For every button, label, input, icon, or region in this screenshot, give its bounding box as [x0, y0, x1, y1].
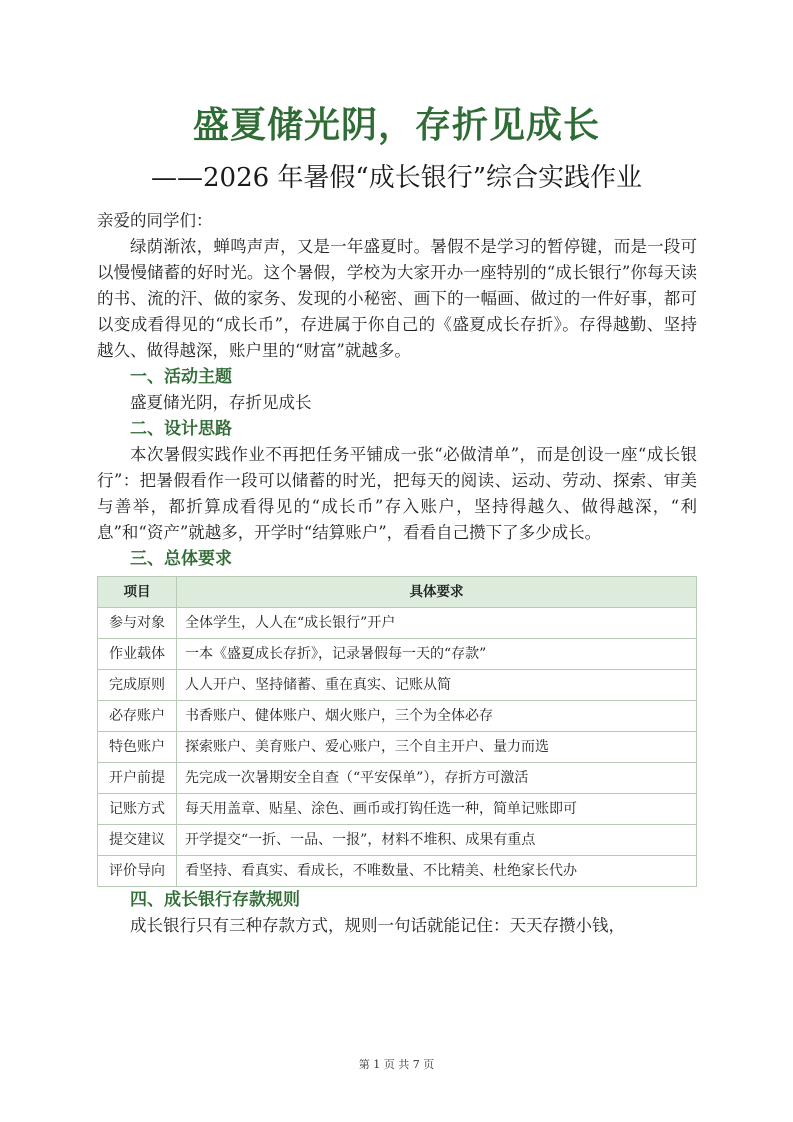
page-number-footer: 第 1 页 共 7 页	[358, 1058, 435, 1071]
table-cell-value: 看坚持、看真实、看成长，不唯数量、不比精美、杜绝家长代办	[177, 856, 697, 887]
table-header-item: 项目	[98, 577, 177, 608]
table-row	[98, 825, 697, 856]
document-subtitle: ——2026 年暑假“成长银行”综合实践作业	[150, 163, 643, 193]
table-cell-value: 每天用盖章、贴星、涂色、画币或打钩任选一种，简单记账即可	[177, 794, 697, 825]
table-row	[98, 856, 697, 887]
table-cell-key: 记账方式	[98, 794, 177, 825]
table-row	[98, 639, 697, 670]
table-cell-key: 评价导向	[98, 856, 177, 887]
table-cell-value: 探索账户、美育账户、爱心账户，三个自主开户、量力而选	[177, 732, 697, 763]
table-cell-key: 参与对象	[98, 608, 177, 639]
intro-paragraph: 绿荫渐浓，蝉鸣声声，又是一年盛夏时。暑假不是学习的暂停键，而是一段可以慢慢储蓄的好时光。这个暑假，学校为大家开办一座特别的“成长银行”你每天读的书、流的汗、做的家务、发现的小秘密、画下的一幅画、做过的一件好事，都可以变成看得见的“成长币”，存进属于你自己的《盛夏成长存折》。存得越勤、坚持越久、做得越深，账户里的“财富”就越多。	[97, 237, 697, 360]
requirements-table	[97, 576, 697, 887]
table-cell-key: 特色账户	[98, 732, 177, 763]
section-heading-theme: 一、活动主题	[130, 367, 232, 387]
section-heading-deposit-rules: 四、成长银行存款规则	[130, 890, 300, 910]
section-heading-requirements: 三、总体要求	[130, 549, 232, 569]
section-text-theme: 盛夏储光阴，存折见成长	[130, 393, 312, 412]
table-row	[98, 608, 697, 639]
greeting: 亲爱的同学们：	[97, 211, 213, 230]
table-header-row	[98, 577, 697, 608]
section-text-deposit-rules: 成长银行只有三种存款方式，规则一句话就能记住：天天存攒小钱，	[130, 916, 625, 935]
table-row	[98, 763, 697, 794]
table-cell-value: 开学提交“一折、一品、一报”，材料不堆积、成果有重点	[177, 825, 697, 856]
table-cell-key: 开户前提	[98, 763, 177, 794]
table-row	[98, 732, 697, 763]
table-cell-value: 人人开户、坚持储蓄、重在真实、记账从简	[177, 670, 697, 701]
document-body	[97, 208, 697, 939]
table-row	[98, 670, 697, 701]
table-cell-key: 作业载体	[98, 639, 177, 670]
table-cell-key: 必存账户	[98, 701, 177, 732]
table-cell-key: 提交建议	[98, 825, 177, 856]
table-row	[98, 701, 697, 732]
table-row	[98, 794, 697, 825]
table-cell-key: 完成原则	[98, 670, 177, 701]
section-text-design: 本次暑假实践作业不再把任务平铺成一张“必做清单”，而是创设一座“成长银行”：把暑假看作一段可以储蓄的时光，把每天的阅读、运动、劳动、探索、审美与善举，都折算成看得见的“成长币”存入账户，坚持得越久、做得越深，“利息”和“资产”就越多，开学时“结算账户”，看看自己攒下了多少成长。	[97, 445, 697, 542]
table-header-detail: 具体要求	[177, 577, 697, 608]
section-heading-design: 二、设计思路	[130, 419, 232, 439]
document-title: 盛夏储光阴，存折见成长	[192, 105, 600, 146]
table-cell-value: 全体学生，人人在“成长银行”开户	[177, 608, 697, 639]
table-cell-value: 一本《盛夏成长存折》，记录暑假每一天的“存款”	[177, 639, 697, 670]
table-cell-value: 先完成一次暑期安全自查（“平安保单”），存折方可激活	[177, 763, 697, 794]
table-cell-value: 书香账户、健体账户、烟火账户，三个为全体必存	[177, 701, 697, 732]
